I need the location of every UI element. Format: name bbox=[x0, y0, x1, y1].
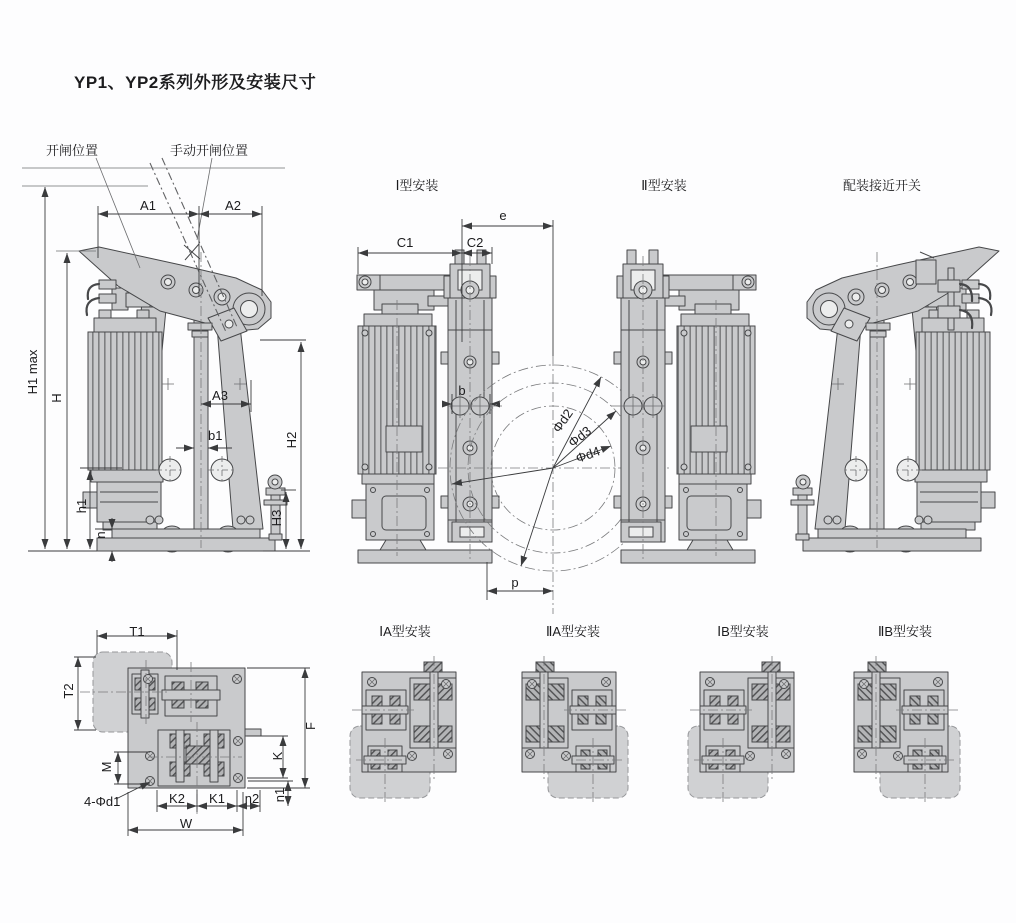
open-position-callout: 开闸位置 bbox=[46, 143, 99, 158]
mount-1b-title: ⅠB型安装 bbox=[717, 624, 769, 639]
mount-1a-title: ⅠA型安装 bbox=[379, 624, 431, 639]
dim-w: W bbox=[179, 816, 193, 831]
dim-f: F bbox=[303, 722, 318, 730]
dim-b1: b1 bbox=[208, 428, 223, 443]
dim-b: b bbox=[458, 383, 466, 398]
proximity-switch-view bbox=[791, 247, 999, 552]
dim-a1: A1 bbox=[140, 198, 156, 213]
dim-n2: n2 bbox=[244, 791, 260, 806]
mount-2b-title: ⅡB型安装 bbox=[877, 624, 933, 639]
mount-view-2a bbox=[522, 656, 628, 802]
type1-title: Ⅰ型安装 bbox=[395, 178, 439, 193]
dim-4-phi-d1: 4-Φd1 bbox=[84, 794, 121, 809]
side-view-dimensions bbox=[25, 187, 310, 562]
callout-leaders bbox=[22, 158, 285, 268]
dim-h1: h1 bbox=[74, 498, 89, 514]
dim-h2: H2 bbox=[284, 431, 299, 449]
dim-n: n bbox=[93, 531, 108, 539]
dim-k1: K1 bbox=[209, 791, 225, 806]
dim-t2: T2 bbox=[61, 683, 76, 699]
dim-h1max: H1 max bbox=[25, 349, 40, 395]
dim-t1: T1 bbox=[129, 624, 145, 639]
dim-k: K bbox=[270, 751, 285, 761]
mount-view-2b bbox=[854, 656, 960, 802]
dim-m: M bbox=[99, 761, 114, 773]
mount-2a-title: ⅡA型安装 bbox=[545, 624, 601, 639]
side-elevation-view bbox=[22, 158, 310, 562]
dim-n1: n1 bbox=[272, 787, 287, 803]
mount-view-1b bbox=[688, 656, 794, 802]
dim-phi-d2: Φd2 bbox=[549, 406, 576, 436]
dim-phi-d4: Φd4 bbox=[573, 443, 603, 466]
dim-a2: A2 bbox=[225, 198, 241, 213]
type2-title: Ⅱ型安装 bbox=[641, 178, 687, 193]
dim-p: p bbox=[511, 575, 519, 590]
dim-phi-d3: Φd3 bbox=[565, 423, 595, 451]
type2-installation-view bbox=[611, 250, 761, 563]
manual-open-position-callout: 手动开闸位置 bbox=[170, 143, 249, 158]
mount-view-1a bbox=[350, 656, 456, 802]
dim-h3: H3 bbox=[269, 509, 284, 527]
dim-k2: K2 bbox=[169, 791, 185, 806]
dim-c2: C2 bbox=[466, 235, 484, 250]
dim-e: e bbox=[499, 208, 507, 223]
dim-c1: C1 bbox=[396, 235, 414, 250]
proximity-title: 配装接近开关 bbox=[842, 178, 921, 193]
page-title: YP1、YP2系列外形及安装尺寸 bbox=[74, 73, 317, 92]
dim-h: H bbox=[49, 393, 64, 403]
dim-a3: A3 bbox=[212, 388, 228, 403]
